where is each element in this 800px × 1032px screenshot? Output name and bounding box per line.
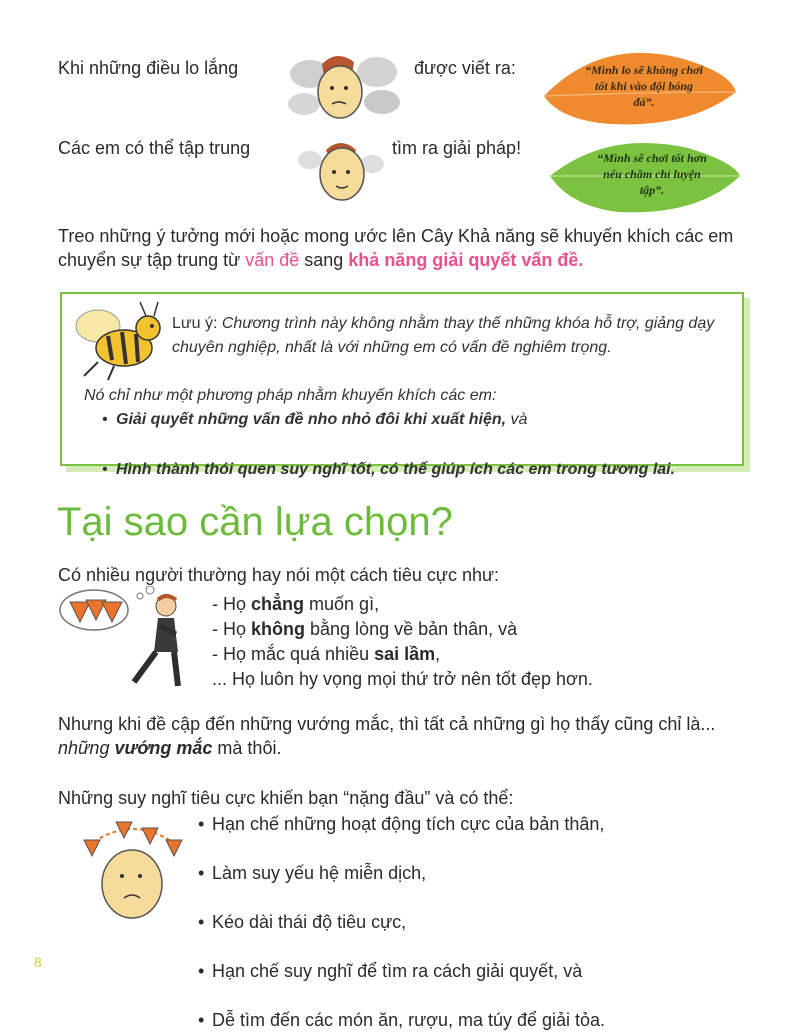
intro-line2-left: Các em có thể tập trung	[58, 138, 251, 158]
effect-item: • Làm suy yếu hệ miễn dịch,	[198, 861, 800, 885]
paragraph-italic: những	[58, 738, 115, 758]
note-intro: Nó chỉ như một phương pháp nhằm khuyến khích các em:	[84, 387, 497, 404]
statement-text: - Họ	[212, 594, 252, 614]
solution-leaf	[548, 136, 744, 218]
effect-item: • Hạn chế suy nghĩ để tìm ra cách giải quyết, và	[198, 959, 800, 983]
statement-bold: không	[251, 619, 306, 639]
statement-text: bằng lòng về bản thân, và	[305, 619, 518, 639]
note-disclaimer	[172, 312, 732, 360]
worry-leaf-text: “Mình lo sẽ không chơi tốt khi vào đội bóng đá”.	[585, 63, 703, 109]
intro-line2-right: tìm ra giải pháp!	[392, 138, 522, 158]
intro-line1-right: được viết ra:	[414, 58, 516, 78]
intro-line1-left: Khi những điều lo lắng	[58, 58, 239, 78]
paragraph-text: mà thôi.	[212, 738, 282, 758]
paragraph-text: Treo những ý tưởng mới hoặc mong ước lên Cây Khả năng sẽ khuyến khích các em chuyển sự tập trung từ	[58, 226, 734, 270]
section-intro: Có nhiều người thường hay nói một cách tiêu cực như:	[58, 565, 500, 585]
note-bullet	[102, 408, 782, 432]
statement-text: - Họ mắc quá nhiều	[212, 644, 375, 664]
negative-statement	[212, 642, 440, 666]
note-box	[60, 292, 744, 478]
paragraph-text: Nhưng khi đề cập đến những vướng mắc, thì tất cả những gì họ thấy cũng chỉ là...	[58, 714, 716, 734]
worry-leaf	[540, 48, 740, 130]
solution-leaf-text: “Mình sẽ chơi tốt hơn nếu chăm chỉ luyện tập”.	[597, 151, 707, 197]
statement-text: ... Họ luôn hy vọng mọi thứ trở nên tốt đẹp hơn.	[212, 669, 593, 689]
note-bullet-tail: và	[506, 411, 528, 428]
section-title: Tại sao cần lựa chọn?	[57, 500, 453, 544]
bee-icon	[68, 296, 164, 382]
note-bullet-bold: Giải quyết những vấn đề nho nhỏ đôi khi xuất hiện,	[116, 411, 507, 428]
negative-statement	[212, 592, 379, 616]
highlight-solution-ability: khả năng giải quyết vấn đề.	[348, 250, 584, 270]
heavy-head-illustration	[78, 818, 188, 922]
note-text: Chương trình này không nhằm thay thế những khóa hỗ trợ, giảng dạy chuyên nghiệp, nhất là với những em có vấn đề nghiêm trọng.	[172, 315, 715, 356]
effect-item: • Hạn chế những hoạt động tích cực của bản thân,	[198, 812, 800, 836]
statement-text: muốn gì,	[304, 594, 380, 614]
effect-item: • Dễ tìm đến các món ăn, rượu, ma túy để giải tỏa.	[198, 1008, 800, 1032]
paragraph-ability-tree	[58, 224, 758, 272]
negative-statement	[212, 667, 593, 691]
negative-effects-intro: Những suy nghĩ tiêu cực khiến bạn “nặng đầu” và có thể:	[58, 788, 514, 808]
paragraph-text: sang	[299, 250, 349, 270]
page-number: 8	[34, 954, 42, 970]
statement-text: ,	[435, 644, 441, 664]
note-bullet-bold: Hình thành thói quen suy nghĩ tốt, có thể giúp ích các em trong tương lai.	[116, 461, 676, 478]
note-label: Lưu ý:	[172, 315, 222, 332]
effect-item: • Kéo dài thái độ tiêu cực,	[198, 910, 800, 934]
worried-face-illustration	[282, 44, 402, 124]
negative-statement	[212, 617, 517, 641]
highlight-problem: vấn đề	[245, 250, 300, 270]
note-bullet	[102, 458, 782, 482]
statement-bold: chẳng	[251, 594, 305, 614]
focused-face-illustration	[296, 130, 386, 210]
paragraph-bold-italic: vướng mắc	[114, 738, 213, 758]
statement-bold: sai lầm	[374, 644, 436, 664]
problems-paragraph	[58, 712, 748, 760]
walking-man-illustration	[56, 586, 202, 694]
statement-text: - Họ	[212, 619, 252, 639]
